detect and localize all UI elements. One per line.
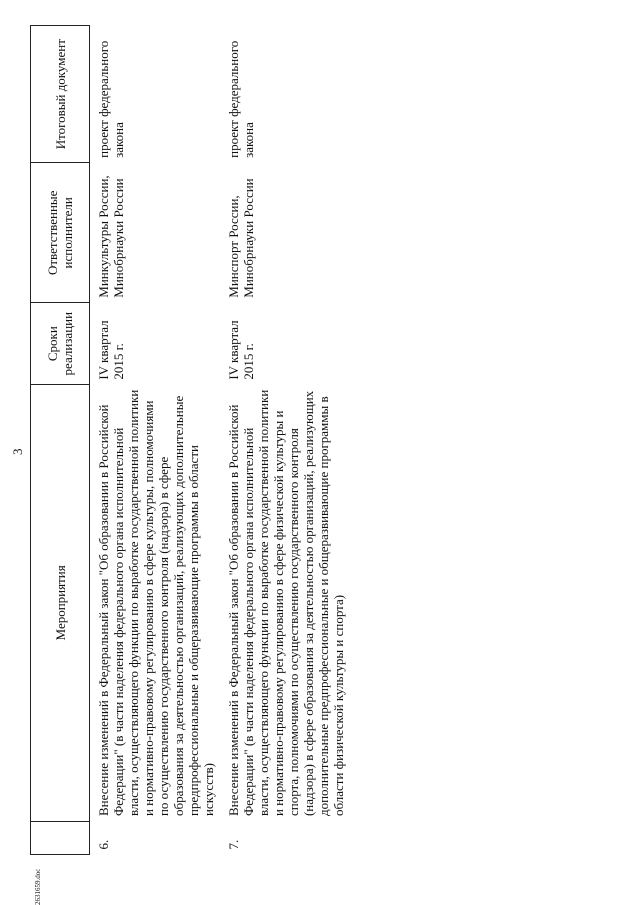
header-term: Сроки реализации [31, 303, 90, 385]
header-number [31, 821, 90, 854]
table-row [90, 26, 221, 855]
document-code: 2631659.doc [34, 868, 42, 905]
header-document: Итоговый документ [31, 26, 90, 163]
row-term: IV квартал 2015 г. [226, 320, 256, 380]
row-number: 7. [226, 839, 241, 850]
table-header-row [31, 26, 90, 855]
header-activities: Мероприятия [31, 385, 90, 821]
row-term: IV квартал 2015 г. [96, 320, 126, 380]
table-row [220, 26, 350, 855]
row-executors: Минкультуры России, Минобрнауки России [96, 175, 126, 298]
row-executors: Минспорт России, Минобрнауки России [226, 178, 256, 298]
page-number: 3 [10, 448, 25, 455]
row-number: 6. [96, 839, 111, 850]
row-activity: Внесение изменений в Федеральный закон "Об образовании в Российской Федерации" (в части наделения федерального органа исполнительной власти, осуществляющего функции по выработке государственной политики и нормативно-правовому регулированию в сфере физической культуры и спорта, полномочиями по осуществлению государственного контроля (надзора) в сфере образования за деятельностью организаций, реализующих дополнительные предпрофессиональные и общеразвивающие программы в области физической культуры и спорта) [226, 389, 346, 817]
row-document: проект федерального закона [96, 40, 126, 158]
activities-table [30, 25, 350, 855]
row-document: проект федерального закона [226, 40, 256, 158]
header-executors: Ответственные исполнители [31, 163, 90, 303]
row-activity: Внесение изменений в Федеральный закон "Об образовании в Российской Федерации" (в части наделения федерального органа исполнительной власти, осуществляющего функции по выработке государственной политики и нормативно-правовому регулированию в сфере культуры, полномочиями по осуществлению государственного контроля (надзора) в сфере образования за деятельностью организаций, реализующих дополнительные предпрофессиональные и общеразвивающие программы в области искусств) [96, 389, 216, 817]
